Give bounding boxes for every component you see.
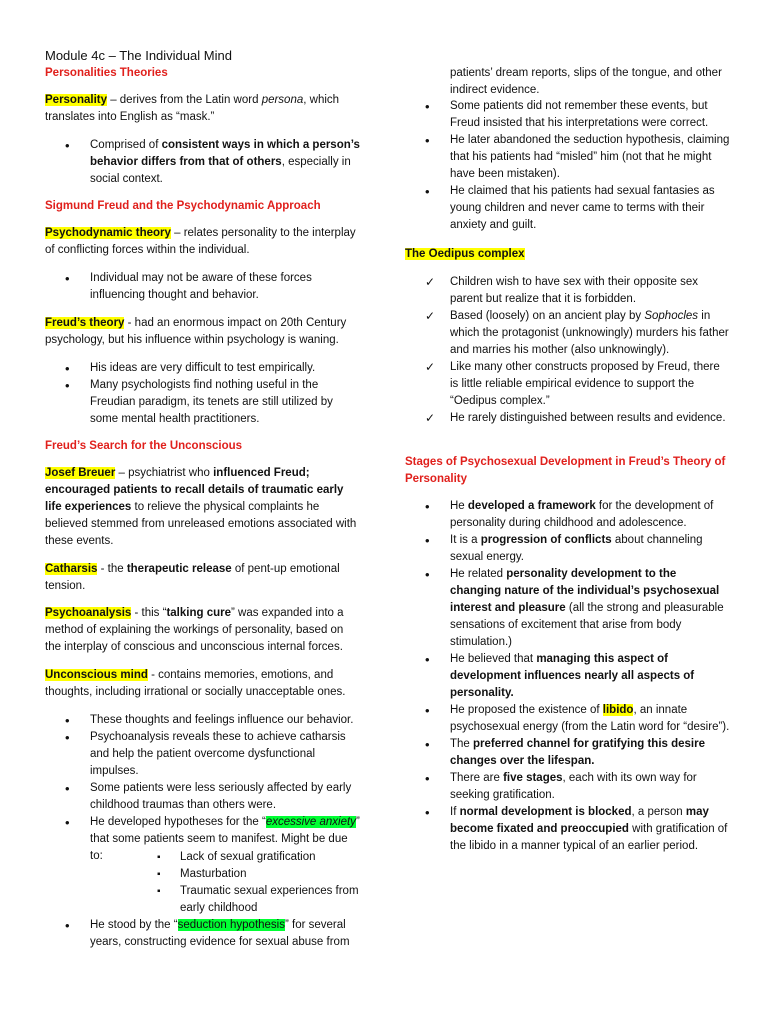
list-item: • Some patients did not remember these events, but Freud insisted that his interpretations were correct.	[405, 98, 730, 132]
freud-theory-bullets	[45, 360, 360, 428]
list-item: • He stood by the “seduction hypothesis” for several years, constructing evidence for sexual abuse from	[45, 917, 360, 951]
heading-search: Freud’s Search for the Unconscious	[45, 440, 243, 452]
list-item: ✓ Children wish to have sex with their opposite sex parent but realize that it is forbidden.	[405, 274, 730, 308]
heading-personalities: Personalities Theories	[45, 67, 168, 79]
personality-definition: Personality – derives from the Latin word persona, which translates into English as “mask.”	[45, 94, 340, 123]
highlight-excessive-anxiety: excessive anxiety	[265, 816, 356, 828]
anxiety-subbullets	[45, 849, 360, 917]
term-freud-theory: Freud’s theory	[45, 317, 125, 329]
list-item: • The preferred channel for gratifying this desire changes over the lifespan.	[405, 736, 730, 770]
personality-bullets	[45, 137, 360, 188]
list-item: • He claimed that his patients had sexual fantasies as young children and never came to terms with their anxiety and guilt.	[405, 183, 730, 234]
list-item: • He believed that managing this aspect of development influences nearly all aspects of personality.	[405, 651, 730, 702]
term-personality: Personality	[45, 94, 107, 106]
list-item: ✓ Like many other constructs proposed by Freud, there is little reliable empirical evidence to support the “Oedipus complex.”	[405, 359, 730, 410]
list-item: • If normal development is blocked, a person may become fixated and preoccupied with gratification of the libido in a manner typical of an earlier period.	[405, 804, 730, 855]
module-title: Module 4c – The Individual Mind	[45, 48, 232, 63]
list-item: ✓ He rarely distinguished between results and evidence.	[405, 410, 730, 427]
list-item: ▪ Masturbation	[45, 866, 360, 883]
breuer-definition: Josef Breuer – psychiatrist who influenced Freud; encouraged patients to recall details of traumatic early life experiences to relieve the physical complaints he believed stemmed from unreleased emotions associated with these events.	[45, 467, 357, 547]
list-item: • He proposed the existence of libido, an innate psychosexual energy (from the Latin word for “desire”).	[405, 702, 730, 736]
list-item: • These thoughts and feelings influence our behavior.	[45, 712, 360, 729]
continued-text: patients’ dream reports, slips of the tongue, and other indirect evidence.	[450, 67, 722, 96]
seduction-bullet	[45, 917, 360, 951]
unconscious-bullets	[45, 712, 360, 865]
catharsis-definition: Catharsis - the therapeutic release of pent-up emotional tension.	[45, 563, 340, 592]
list-item: • Many psychologists find nothing useful in the Freudian paradigm, its tenets are still utilized by some mental health practitioners.	[45, 377, 360, 428]
list-item: • Individual may not be aware of these forces influencing thought and behavior.	[45, 270, 360, 304]
term-psychoanalysis: Psychoanalysis	[45, 607, 132, 619]
highlight-seduction-hypothesis: seduction hypothesis	[177, 919, 285, 931]
list-item: • He developed hypotheses for the “excessive anxiety” that some patients seem to manifest. Might be due to:	[45, 814, 360, 865]
unconscious-definition: Unconscious mind - contains memories, emotions, and thoughts, including irrational or socially unacceptable ones.	[45, 669, 346, 698]
term-unconscious: Unconscious mind	[45, 669, 148, 681]
list-item: • Psychoanalysis reveals these to achieve catharsis and help the patient overcome dysfunctional impulses.	[45, 729, 360, 780]
list-item: • Comprised of consistent ways in which a person’s behavior differs from that of others, especially in social context.	[45, 137, 360, 188]
list-item: • It is a progression of conflicts about channeling sexual energy.	[405, 532, 730, 566]
term-psychodynamic: Psychodynamic theory	[45, 227, 171, 239]
list-item: ▪ Traumatic sexual experiences from early childhood	[45, 883, 360, 917]
highlight-libido: libido	[602, 704, 634, 716]
stages-bullets	[405, 498, 730, 855]
psychodynamic-bullets	[45, 270, 360, 304]
psychoanalysis-definition: Psychoanalysis - this “talking cure” was expanded into a method of explaining the workings of personality, based on the interplay of conscious and unconscious internal forces.	[45, 607, 344, 653]
oedipus-checklist	[405, 274, 730, 427]
term-catharsis: Catharsis	[45, 563, 98, 575]
term-breuer: Josef Breuer	[45, 467, 116, 479]
list-item: • He later abandoned the seduction hypothesis, claiming that his patients had “misled” him (not that he might have been mistaken).	[405, 132, 730, 183]
heading-stages: Stages of Psychosexual Development in Freud’s Theory of Personality	[405, 456, 726, 485]
list-item: ✓ Based (loosely) on an ancient play by Sophocles in which the protagonist (unknowingly) murders his father and marries his mother (also unknowingly).	[405, 308, 730, 359]
list-item: • He developed a framework for the development of personality during childhood and adolescence.	[405, 498, 730, 532]
list-item: ▪ Lack of sexual gratification	[45, 849, 360, 866]
psychodynamic-definition: Psychodynamic theory – relates personality to the interplay of conflicting forces within the individual.	[45, 227, 356, 256]
freud-theory-definition: Freud’s theory - had an enormous impact on 20th Century psychology, but his influence within psychology is waning.	[45, 317, 347, 346]
list-item: • There are five stages, each with its own way for seeking gratification.	[405, 770, 730, 804]
list-item: • Some patients were less seriously affected by early childhood traumas than others were.	[45, 780, 360, 814]
list-item: • His ideas are very difficult to test empirically.	[45, 360, 360, 377]
heading-oedipus: The Oedipus complex	[405, 248, 525, 260]
seduction-followup-bullets	[405, 98, 730, 234]
heading-freud: Sigmund Freud and the Psychodynamic Approach	[45, 200, 321, 212]
list-item: • He related personality development to the changing nature of the individual’s psychosexual interest and pleasure (all the strong and pleasurable sensations of excitement that arise from body stimulation.)	[405, 566, 730, 651]
